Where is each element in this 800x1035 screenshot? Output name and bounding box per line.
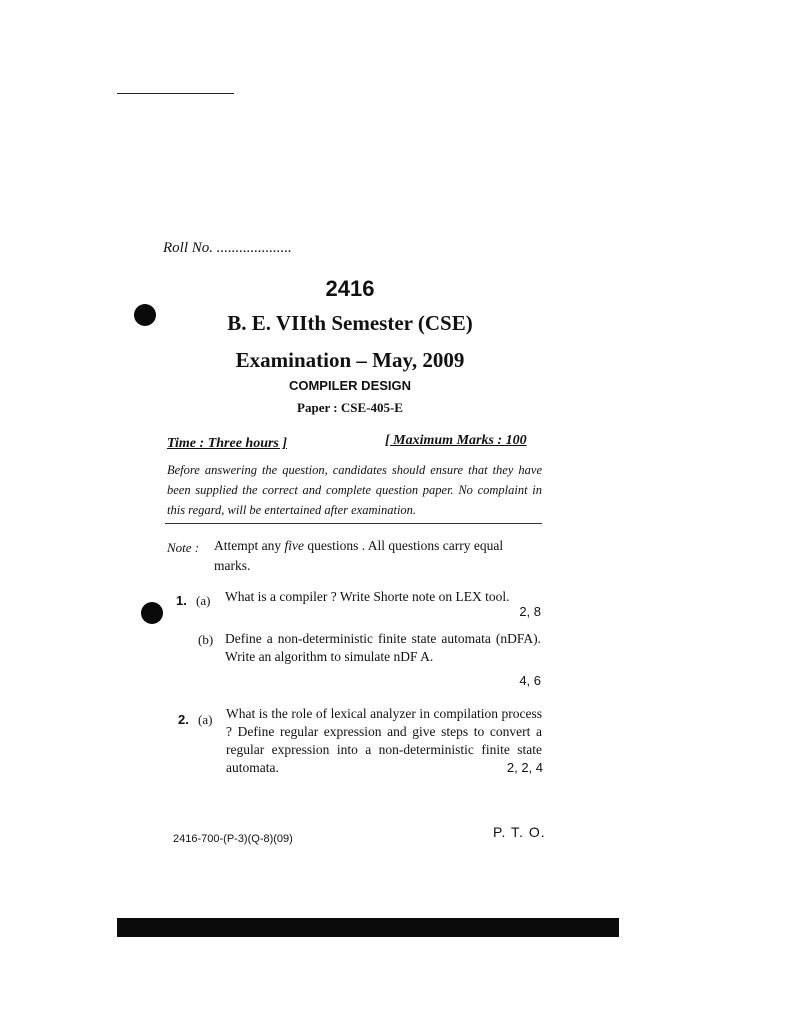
question-part-label: (b) xyxy=(198,632,214,647)
punch-hole-bottom xyxy=(141,602,163,624)
pto: P. T. O. xyxy=(493,824,546,840)
course-title: B. E. VIIth Semester (CSE) xyxy=(227,311,473,335)
question-text: What is a compiler ? Write Shorte note on LEX tool. xyxy=(225,589,510,604)
question-text: What is the role of lexical analyzer in compilation process ? Define regular expression and give steps to convert a regular expression into a non-deterministic finite state automata. xyxy=(226,706,542,775)
paper-code: 2416 xyxy=(325,276,375,301)
question-marks: 2, 8 xyxy=(519,604,541,619)
maximum-marks: [ Maximum Marks : 100 xyxy=(385,433,527,448)
exam-title: Examination – May, 2009 xyxy=(235,348,465,372)
note-label: Note : xyxy=(167,540,200,555)
question-part-label: (a) xyxy=(196,593,211,608)
question-marks: 2, 2, 4 xyxy=(506,760,543,775)
roll-number-label: Roll No. .................... xyxy=(163,240,292,256)
time-allowed: Time : Three hours ] xyxy=(167,436,288,451)
question-number: 1. xyxy=(176,593,187,608)
subject-title: COMPILER DESIGN xyxy=(288,378,412,393)
bottom-bar xyxy=(117,918,619,937)
note-text: Attempt any five questions . All questions carry equal marks. xyxy=(214,538,504,573)
question-number: 2. xyxy=(178,712,189,727)
top-rule xyxy=(117,93,234,94)
footer-code: 2416-700-(P-3)(Q-8)(09) xyxy=(173,833,293,845)
question-text: Define a non-deterministic finite state automata (nDFA). Write an algorithm to simulate nDF A. xyxy=(225,631,541,664)
paper-number: Paper : CSE-405-E xyxy=(297,400,403,415)
instructions: Before answering the question, candidates should ensure that they have been supplied the correct and complete question paper. No complaint in this regard, will be entertained after examination. xyxy=(167,463,542,517)
question-part-label: (a) xyxy=(198,712,213,727)
question-marks: 4, 6 xyxy=(519,673,541,688)
divider xyxy=(165,523,542,524)
